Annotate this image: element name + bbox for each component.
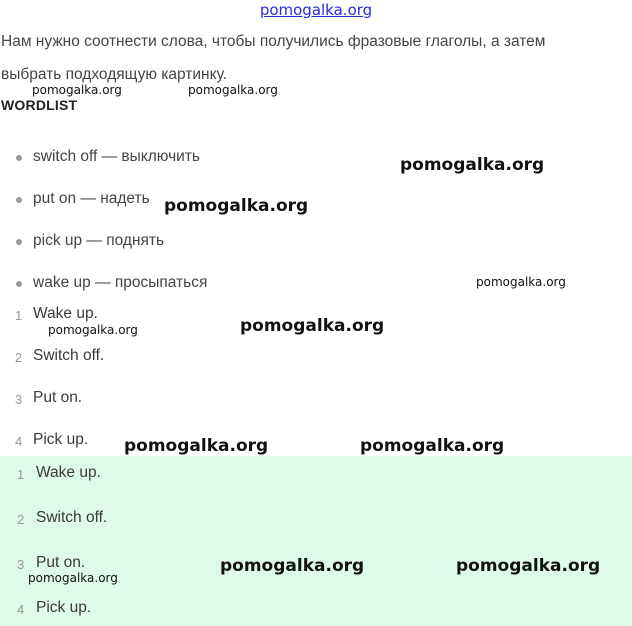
wordlist-item: pick up — поднять bbox=[33, 232, 165, 249]
bullet-icon bbox=[16, 155, 22, 161]
list-number: 1 bbox=[15, 308, 23, 323]
list-item: Put on. bbox=[33, 389, 83, 406]
bullet-icon bbox=[16, 281, 22, 287]
bullet-icon bbox=[16, 239, 22, 245]
watermark: pomogalka.org bbox=[32, 83, 122, 97]
wordlist-heading: WORDLIST bbox=[1, 97, 78, 113]
list-number: 2 bbox=[17, 512, 25, 527]
list-item: Pick up. bbox=[36, 599, 92, 616]
list-item: Switch off. bbox=[36, 509, 108, 526]
wordlist-item: switch off — выключить bbox=[33, 148, 201, 165]
list-number: 3 bbox=[17, 557, 25, 572]
list-item: Wake up. bbox=[33, 305, 98, 322]
intro-line-2: выбрать подходящую картинку. bbox=[1, 66, 228, 83]
watermark: pomogalka.org bbox=[164, 196, 309, 216]
list-item: Put on. bbox=[36, 554, 86, 571]
watermark: pomogalka.org bbox=[48, 323, 138, 337]
list-number: 1 bbox=[17, 467, 25, 482]
site-header-link[interactable]: pomogalka.org bbox=[259, 1, 373, 19]
bullet-icon bbox=[16, 197, 22, 203]
list-number: 4 bbox=[17, 602, 25, 617]
list-item: Wake up. bbox=[36, 464, 101, 481]
list-number: 4 bbox=[15, 434, 23, 449]
watermark: pomogalka.org bbox=[188, 83, 278, 97]
watermark: pomogalka.org bbox=[476, 275, 566, 289]
watermark: pomogalka.org bbox=[360, 436, 505, 456]
list-item: Switch off. bbox=[33, 347, 105, 364]
watermark: pomogalka.org bbox=[220, 556, 365, 576]
watermark: pomogalka.org bbox=[124, 436, 269, 456]
intro-line-1: Нам нужно соотнести слова, чтобы получились фразовые глаголы, а затем bbox=[1, 33, 546, 50]
watermark: pomogalka.org bbox=[28, 571, 118, 585]
wordlist-item: put on — надеть bbox=[33, 190, 150, 207]
watermark: pomogalka.org bbox=[240, 316, 385, 336]
list-number: 3 bbox=[15, 392, 23, 407]
watermark: pomogalka.org bbox=[456, 556, 601, 576]
watermark: pomogalka.org bbox=[400, 155, 545, 175]
list-number: 2 bbox=[15, 350, 23, 365]
list-item: Pick up. bbox=[33, 431, 89, 448]
wordlist-item: wake up — просыпаться bbox=[33, 274, 208, 291]
